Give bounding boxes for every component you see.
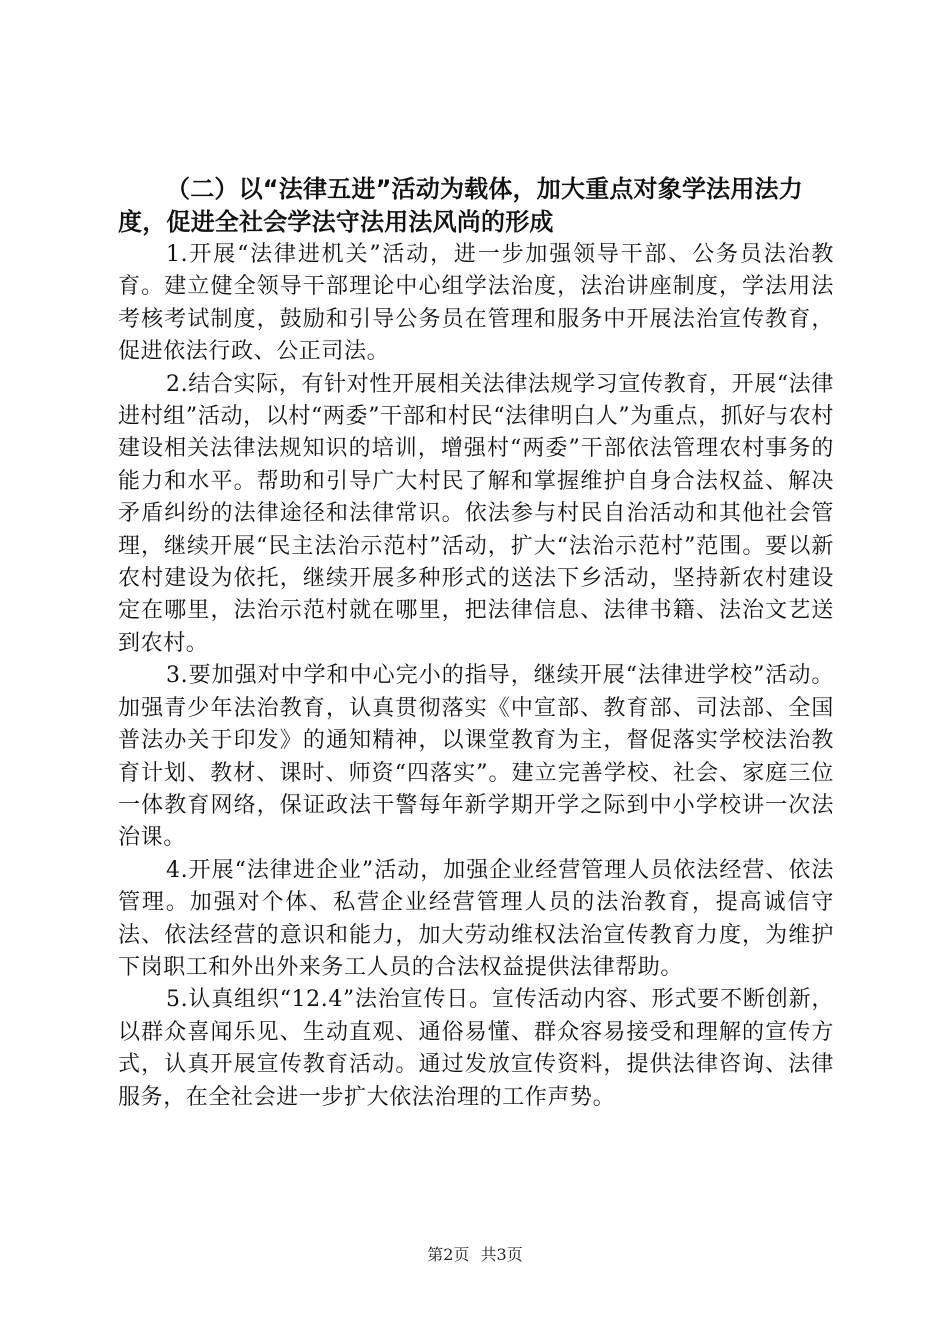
page-number: 第2页 bbox=[427, 1245, 470, 1264]
page-footer bbox=[0, 1245, 950, 1265]
document-body bbox=[118, 173, 834, 1114]
page-total: 共3页 bbox=[480, 1245, 523, 1264]
paragraph-4: 4.开展“法律进企业”活动，加强企业经营管理人员依法经营、依法管理。加强对个体、私营企业经营管理人员的法治教育，提高诚信守法、依法经营的意识和能力，加大劳动维权法治宣传教育力度，为维护下岗职工和外出外来务工人员的合法权益提供法律帮助。 bbox=[118, 857, 834, 980]
paragraph-1: 1.开展“法律进机关”活动，进一步加强领导干部、公务员法治教育。建立健全领导干部理论中心组学法治度，法治讲座制度，学法用法考核考试制度，鼓励和引导公务员在管理和服务中开展法治宣传教育，促进依法行政、公正司法。 bbox=[118, 242, 834, 365]
paragraph-3: 3.要加强对中学和中心完小的指导，继续开展“法律进学校”活动。加强青少年法治教育，认真贯彻落实《中宣部、教育部、司法部、全国普法办关于印发》的通知精神，以课堂教育为主，督促落实学校法治教育计划、教材、课时、师资“四落实”。建立完善学校、社会、家庭三位一体教育网络，保证政法干警每年新学期开学之际到中小学校讲一次法治课。 bbox=[118, 663, 834, 851]
paragraph-5: 5.认真组织“12.4”法治宣传日。宣传活动内容、形式要不断创新，以群众喜闻乐见、生动直观、通俗易懂、群众容易接受和理解的宣传方式，认真开展宣传教育活动。通过发放宣传资料，提供法律咨询、法律服务，在全社会进一步扩大依法治理的工作声势。 bbox=[118, 987, 834, 1110]
section-heading: （二）以“法律五进”活动为载体，加大重点对象学法用法力度，促进全社会学法守法用法风尚的形成 bbox=[118, 175, 803, 236]
paragraph-2: 2.结合实际，有针对性开展相关法律法规学习宣传教育，开展“法律进村组”活动，以村“两委”干部和村民“法律明白人”为重点，抓好与农村建设相关法律法规知识的培训，增强村“两委”干部依法管理农村事务的能力和水平。帮助和引导广大村民了解和掌握维护自身合法权益、解决矛盾纠纷的法律途径和法律常识。依法参与村民自治活动和其他社会管理，继续开展“民主法治示范村”活动，扩大“法治示范村”范围。要以新农村建设为依托，继续开展多种形式的送法下乡活动，坚持新农村建设定在哪里，法治示范村就在哪里，把法律信息、法律书籍、法治文艺送到农村。 bbox=[118, 371, 834, 656]
